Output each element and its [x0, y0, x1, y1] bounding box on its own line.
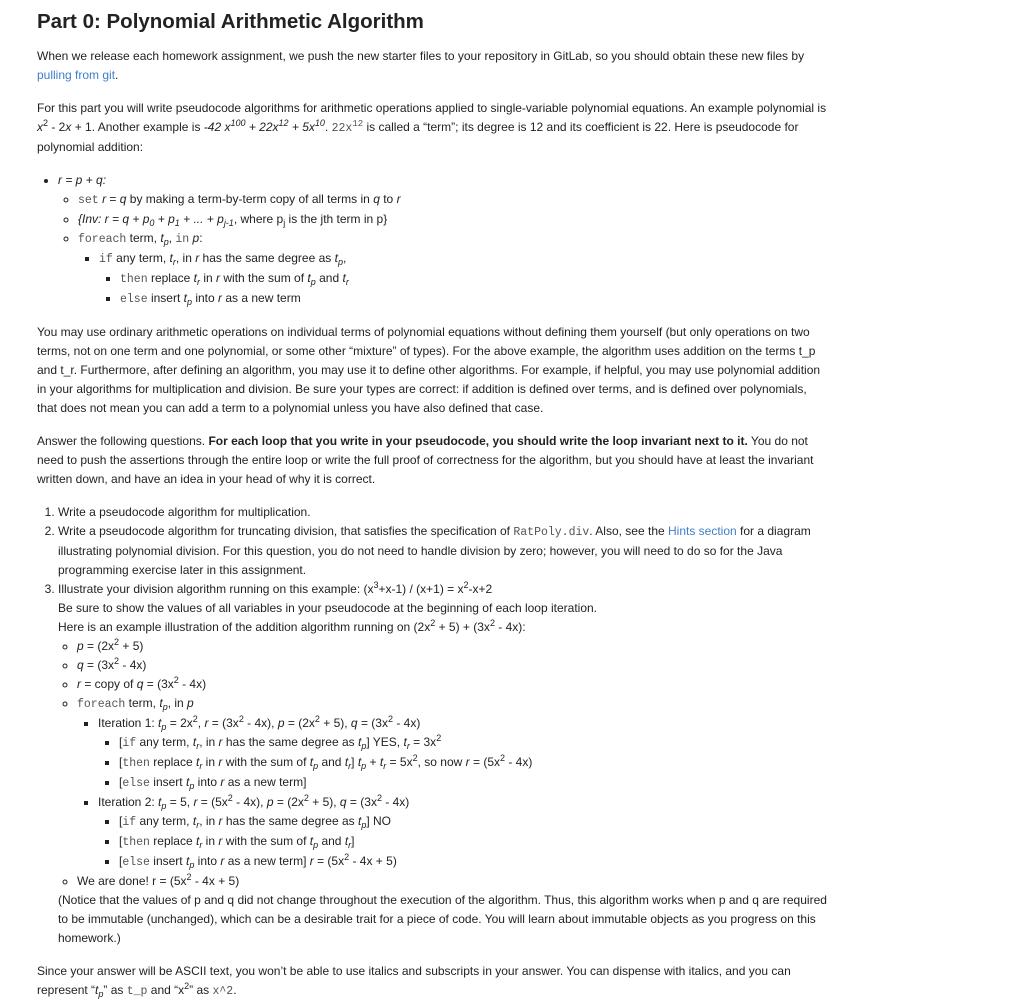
immutability-note: (Notice that the values of p and q did not change throughout the execution of the algorithm. Thus, this algorithm works when p and q are required to be immutable (unchanged), which can be a desirable trait for a piece of code. You will learn about immutable objects as you progress on this homework.)	[58, 893, 827, 945]
example-foreach: ◦ foreach term, $t_p$, in p ▪ Iteration 1: $t_p = 2x^2$, $r = (3x^2 - 4x)$, $p = (2x^2 + 5)$, $q = (3x^2 - 4x)$ ▪ [if any term, $t_r$, in r has the same degree as $t_p$] YES, $t_r = 3x^2$ ▪ [then replace $t_r$ in r with the sum of $t_p$ and $t_r$] $t_p + t_r = 5x^2$, so now $r = (5x^2 - 4x)$ ▪ [else insert $t_p$ into r as a new term] ▪ Iteration 2: $t_p = 5$, $r = (5x^2 - 4x)$, $p = (2x^2 + 5)$, $q = (3x^2 - 4x)$ ▪ [if any term, $t_r$, in r has the same degree as $t_p$] NO ▪ [then replace $t_r$ in r with the sum of $t_p$ and $t_r$] ▪ [else insert $t_p$ into r as a new term] $r = (5x^2 - 4x + 5)$	[77, 694, 828, 872]
hints-section-link[interactable]: Hints section	[668, 524, 737, 538]
algo-invariant: ◦ {Inv: $r = q + p_0 + p_1$ + ... + $p_{j-1}$, where $p_j$ is the jth term in p}	[78, 210, 828, 229]
addition-algorithm	[37, 171, 828, 309]
example-q: ◦ $q = (3x^2 - 4x)$	[77, 656, 828, 675]
operations-paragraph: You may use ordinary arithmetic operations on individual terms of polynomial equations without defining them yourself (but only operations on two terms, not on one term and one polynomial, or some other “mixture” of types). For the above example, the algorithm uses addition on the terms t_p and t_r. Furthermore, after defining an algorithm, you may use it to define other algorithms. For example, if helpful, you may use polynomial addition in your algorithms for multiplication and division. Be sure your types are correct: if addition is defined over terms, and is defined over polynomials, that does not mean you can add a term to a polynomial unless you have also defined that case.	[37, 325, 821, 415]
algo-else-step: ▪ else insert $t_p$ into r as a new term	[120, 289, 828, 309]
algo-if-step: ▪ if any term, $t_r$, in r has the same degree as $t_p$, ▪ then replace $t_r$ in r with the sum of $t_p$ and $t_r$ ▪ else insert $t_p$ into r as a new term	[99, 249, 828, 309]
algo-foreach-step: ◦ foreach term, $t_p$, in p: ▪ if any term, $t_r$, in r has the same degree as $t_p$, ▪ then replace $t_r$ in r with the sum of $t_p$ and $t_r$ ▪ else insert $t_p$ into r as a new term	[78, 229, 828, 309]
algo-set-step: ◦ set r = q by making a term-by-term copy of all terms in q to r	[78, 190, 828, 210]
polynomial-intro-paragraph: For this part you will write pseudocode algorithms for arithmetic operations applied to single-variable polynomial equations. An example polynomial is $x^2 - 2x + 1$. Another example is -42 $x^{100} + 22x^{12} + 5x^{10}$. $22x^{12}$ is called a “term”; its degree is 12 and its coefficient is 22. Here is pseudocode for polynomial addition:	[37, 101, 827, 154]
iteration-2-then: ▪ [then replace $t_r$ in r with the sum of $t_p$ and $t_r$]	[119, 832, 828, 852]
questions-list	[37, 503, 828, 948]
example-p: ◦ $p = (2x^2 + 5)$	[77, 637, 828, 656]
iteration-2-if: ▪ [if any term, $t_r$, in r has the same degree as $t_p$] NO	[119, 812, 828, 832]
pulling-from-git-link[interactable]: pulling from git	[37, 68, 116, 82]
iteration-1-if: ▪ [if any term, $t_r$, in r has the same degree as $t_p$] YES, $t_r = 3x^2$	[119, 733, 828, 753]
question-3: 3. Illustrate your division algorithm running on this example: $(x^3+x-1) / (x+1) = x^2-x+2$ Be sure to show the values of all variables in your pseudocode at the beginning of each loop iteration. Here is an example illustration of the addition algorithm running on $(2x^2 + 5) + (3x^2 - 4x)$: ◦ $p = (2x^2 + 5)$ ◦ $q = (3x^2 - 4x)$ ◦ r = copy of $q = (3x^2 - 4x)$ ◦ foreach term, $t_p$, in p ▪ Iteration 1: $t_p = 2x^2$, $r = (3x^2 - 4x)$, $p = (2x^2 + 5)$, $q = (3x^2 - 4x)$ ▪ [if any term, $t_r$, in r has the same degree as $t_p$] YES, $t_r = 3x^2$ ▪ [then replace $t_r$ in r with the sum of $t_p$ and $t_r$] $t_p + t_r = 5x^2$, so now $r = (5x^2 - 4x)$ ▪ [else insert $t_p$ into r as a new term] ▪ Iteration 2: $t_p = 5$, $r = (5x^2 - 4x)$, $p = (2x^2 + 5)$, $q = (3x^2 - 4x)$ ▪ [if any term, $t_r$, in r has the same degree as $t_p$] NO ▪ [then replace $t_r$ in r with the sum of $t_p$ and $t_r$] ▪ [else insert $t_p$ into r as a new term] $r = (5x^2 - 4x + 5)$ ◦ We are done! $r = (5x^2 - 4x + 5)$ (Notice that the values of p and q did not change throughout the execution of the algorithm. Thus, this algorithm works when p and q are required to be immutable (unchanged), which can be a desirable trait for a piece of code. You will learn about immutable objects as you progress on this homework.)	[58, 580, 828, 948]
example-done: ◦ We are done! $r = (5x^2 - 4x + 5)$	[77, 872, 828, 891]
algo-then-step: ▪ then replace $t_r$ in r with the sum of $t_p$ and $t_r$	[120, 269, 828, 289]
page-title: Part 0: Polynomial Arithmetic Algorithm	[37, 10, 424, 33]
iteration-2-else: ▪ [else insert $t_p$ into r as a new term] $r = (5x^2 - 4x + 5)$	[119, 852, 828, 872]
algo-root: • r = p + q: ◦ set r = q by making a term-by-term copy of all terms in q to r ◦ {Inv: $r = q + p_0 + p_1$ + ... + $p_{j-1}$, where $p_j$ is the jth term in p} ◦ foreach term, $t_p$, in p: ▪ if any term, $t_r$, in r has the same degree as $t_p$, ▪ then replace $t_r$ in r with the sum of $t_p$ and $t_r$ ▪ else insert $t_p$ into r as a new term	[58, 171, 828, 309]
ascii-note-paragraph: Since your answer will be ASCII text, you won’t be able to use italics and subscripts in your answer. You can dispense with italics, and you can represent “$t_p$” as t_p and “$x^2$” as x^2.	[37, 964, 791, 999]
iteration-1: ▪ Iteration 1: $t_p = 2x^2$, $r = (3x^2 - 4x)$, $p = (2x^2 + 5)$, $q = (3x^2 - 4x)$ ▪ [if any term, $t_r$, in r has the same degree as $t_p$] YES, $t_r = 3x^2$ ▪ [then replace $t_r$ in r with the sum of $t_p$ and $t_r$] $t_p + t_r = 5x^2$, so now $r = (5x^2 - 4x)$ ▪ [else insert $t_p$ into r as a new term]	[98, 714, 828, 793]
iteration-1-else: ▪ [else insert $t_p$ into r as a new term]	[119, 773, 828, 793]
example-r: ◦ r = copy of $q = (3x^2 - 4x)$	[77, 675, 828, 694]
iteration-1-then: ▪ [then replace $t_r$ in r with the sum of $t_p$ and $t_r$] $t_p + t_r = 5x^2$, so now $r = (5x^2 - 4x)$	[119, 753, 828, 773]
intro-paragraph: When we release each homework assignment, we push the new starter files to your repository in GitLab, so you should obtain these new files by pulling from git.	[37, 49, 805, 82]
example-illustration	[58, 637, 828, 891]
iteration-2: ▪ Iteration 2: $t_p = 5$, $r = (5x^2 - 4x)$, $p = (2x^2 + 5)$, $q = (3x^2 - 4x)$ ▪ [if any term, $t_r$, in r has the same degree as $t_p$] NO ▪ [then replace $t_r$ in r with the sum of $t_p$ and $t_r$] ▪ [else insert $t_p$ into r as a new term] $r = (5x^2 - 4x + 5)$	[98, 793, 828, 872]
instructions-paragraph: Answer the following questions. For each loop that you write in your pseudocode, you should write the loop invariant next to it. You do not need to push the assertions through the entire loop or write the full proof of correctness for the algorithm, but you should have at least the invariant written down, and have an idea in your head of why it is correct.	[37, 434, 814, 486]
question-2: 2. Write a pseudocode algorithm for truncating division, that satisfies the specification of RatPoly.div. Also, see the Hints section for a diagram illustrating polynomial division. For this question, you do not need to handle division by zero; however, you will need to do so for the Java programming exercise later in this assignment.	[58, 522, 828, 580]
question-1: 1. Write a pseudocode algorithm for multiplication.	[58, 503, 828, 522]
